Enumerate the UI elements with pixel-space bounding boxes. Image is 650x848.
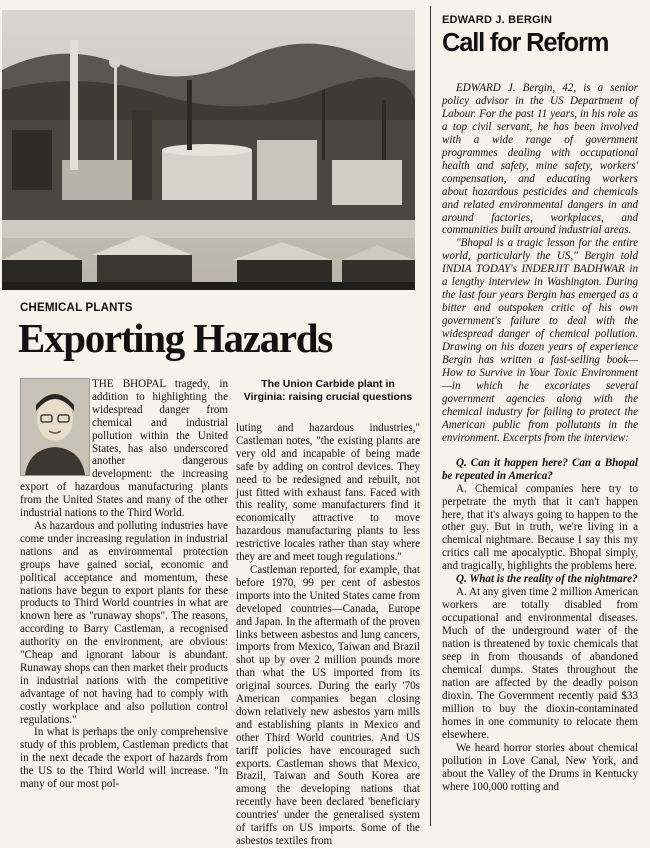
col1-para-3: In what is perhaps the only comprehensive study of this problem, Castleman predicts that in the next decade the export of hazards from the US to the Third World will increase. "In many of our most pol- xyxy=(20,726,228,791)
right-header xyxy=(442,14,638,58)
question-1: Q. Can it happen here? Can a Bhopal be repeated in America? xyxy=(442,456,638,482)
right-headline: Call for Reform xyxy=(442,29,609,57)
answer-3: We heard horror stories about chemical pollution in Love Canal, New York, and about the Valley of the Drums in Kentucky where 100,000 rotting and xyxy=(442,741,638,793)
intro-para-1: EDWARD J. Bergin, 42, is a senior policy advisor in the US Department of Labour. For the past 11 years, in his role as a top civil servant, he has been involved with a wide range of government programmes dealing with occupational health and safety, mine safety, workers' compensation, and educating workers about hazardous pesticides and chemicals and related environmental dangers in and around factories, workplaces, and communities built around industrial areas. xyxy=(442,82,638,237)
column-divider xyxy=(430,6,431,826)
col2-para-1: luting and hazardous industries," Castleman notes, "the existing plants are very old and incapable of being made safe by adding on control devices. They need to be redesigned and rebuilt, not just fitted with exhaust fans. Faced with this reality, some manufacturers find it economically attractive to move hazardous manufacturing plants to less restrictive locales rather than stay where they are and meet tough regulations." xyxy=(236,422,420,564)
plant-illustration xyxy=(2,10,415,290)
left-column-2 xyxy=(236,378,420,848)
right-byline: EDWARD J. BERGIN xyxy=(442,14,553,26)
right-column xyxy=(442,82,638,793)
answer-2: A. At any given time 2 million American workers are totally disabled from occupational and environmental diseases. Much of the underground water of the nation is threatened by toxic chemicals that seep in from thousands of abandoned chemical dumps. States throughout the nation are affected by the deadly poison dioxin. The Government recently paid $33 million to buy the dioxin-contaminated homes in one community to relocate them elsewhere. xyxy=(442,586,638,741)
intro-para-2: "Bhopal is a tragic lesson for the entire world, particularly the US," Bergin told INDIA TODAY's INDERJIT BADHWAR in a lengthy interview in Washington. During the last four years Bergin has emerged as a bitter and outspoken critic of his own government's failure to deal with the widespread danger of chemical pollution. Drawing on his dozen years of experience Bergin has written a fast-selling book—How to Survive in Your Toxic Environment—in which he excoriates several government agencies along with the chemical industry for failing to protect the American public from pollutants in the environment. Excerpts from the interview: xyxy=(442,237,638,444)
answer-1: A. Chemical companies here try to perpetrate the myth that it can't happen here, that it's always going to happen to the other guy. But in truth, we're living in a chemical nightmare. Because I say this my critics call me apocalyptic. Bhopal simply, and tragically, highlights the problems here. xyxy=(442,482,638,573)
col1-para-2: As hazardous and polluting industries have come under increasing regulation in industrial nations and as environmental protection groups have gained social, economic and political acceptance and momentum, these nations have begun to export plants for these products to Third World countries in what are known here as "runaway shops". The reasons, according to Barry Castleman, a recognised authority on the environment, are obvious: "Cheap and ignorant labour is abundant. Runaway shops can then market their products in industrial nations with the competitive advantage of not having had to comply with costly workplace and also pollution control regulations." xyxy=(20,519,228,726)
col2-para-2: Castleman reported, for example, that before 1970, 99 per cent of asbestos imports into the United States came from developed countries—Canada, Europe and Japan. In the aftermath of the proven links between asbestos and lung cancers, imports from Mexico, Taiwan and Brazil shot up by over 2 million pounds more than what the US imported from its original sources. During the early '70s American companies began closing down relatively new asbestos yarn mills and establishing plants in Mexico and other Third World countries. And US tariff policies have encouraged such exports. Castleman shows that Mexico, Brazil, Taiwan and South Korea are among the developing nations that recently have been declared 'beneficiary countries' under the generalised system of tariffs on US imports. Some of the asbestos textiles from xyxy=(236,563,420,847)
question-2: Q. What is the reality of the nightmare? xyxy=(456,573,638,586)
chemical-plant-photo xyxy=(2,10,415,290)
left-headline: Exporting Hazards xyxy=(18,315,332,361)
sidebar-box: The Union Carbide plant in Virginia: raising crucial questions xyxy=(243,378,413,403)
col1-para-1: THE BHOPAL tragedy, in addition to highlighting the widespread danger from chemical and industrial pollution within the United States, has also underscored another dangerous development: the increasing export of hazardous manufacturing plants from the United States and many of the other industrial nations to the Third World. xyxy=(20,378,228,520)
left-kicker: CHEMICAL PLANTS xyxy=(20,302,133,314)
left-column-1 xyxy=(20,378,228,791)
